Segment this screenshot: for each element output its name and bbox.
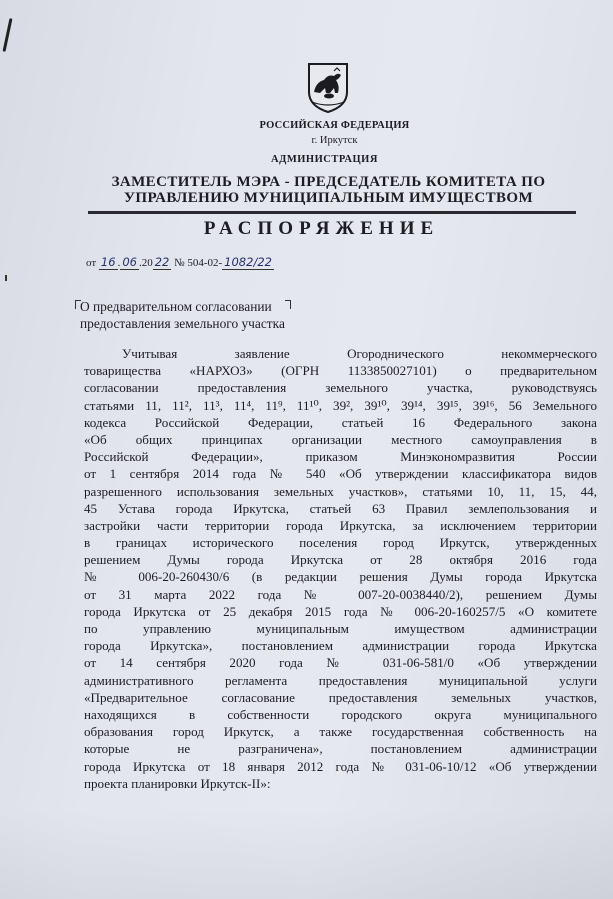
- body-line: от 1 сентября 2014 года № 540 «Об утверждении классификатора видов: [84, 466, 597, 482]
- document-subject: [80, 298, 285, 332]
- body-line: находящихся в собственности городского округа муниципального: [84, 706, 597, 722]
- body-line: которые не разграничена», постановлением администрации: [84, 741, 597, 757]
- body-line: от 31 марта 2022 года № 007-20-0038440/2), решением Думы: [84, 586, 597, 602]
- subject-bracket-left: [75, 300, 81, 309]
- number-label: № 504-02-: [174, 257, 223, 269]
- handwritten-year: 22: [154, 255, 170, 269]
- subject-line-2: предоставления земельного участка: [80, 316, 285, 331]
- handwritten-day: 16: [100, 255, 116, 269]
- body-line: разрешенного использования земельных участков», статьями 10, 11, 15, 44,: [84, 483, 597, 499]
- body-line: по управлению муниципальным имуществом администрации: [84, 621, 597, 636]
- body-line: в границах исторического поселения город Иркутск, утвержденных: [84, 535, 597, 551]
- body-line: 45 Устава города Иркутска, статьей 63 Правил землепользования и: [84, 500, 597, 516]
- header-country: РОССИЙСКАЯ ФЕДЕРАЦИЯ: [259, 120, 410, 131]
- body-line: статьями 11, 11², 11³, 11⁴, 11⁹, 11¹⁰, 39², 39¹⁰, 39¹⁴, 39¹⁵, 39¹⁶, 56 Земельного: [84, 397, 597, 413]
- header-divider: [88, 211, 576, 214]
- pen-mark: [2, 18, 12, 52]
- body-line: решением Думы города Иркутска от 28 октября 2016 года: [84, 552, 597, 568]
- year-prefix: 20: [141, 257, 153, 269]
- body-line: Российской Федерации», приказом Минэкономразвития России: [84, 449, 597, 465]
- margin-mark: [5, 275, 7, 281]
- header-department-line2: УПРАВЛЕНИЮ МУНИЦИПАЛЬНЫМ ИМУЩЕСТВОМ: [123, 190, 534, 206]
- body-line: кодекса Российской Федерации, статьей 16 Федерального закона: [84, 414, 597, 430]
- body-line: города Иркутска от 18 января 2012 года № 031-06-10/12 «Об утверждении: [84, 758, 597, 774]
- body-line: административного регламента предоставления муниципальной услуги: [84, 672, 597, 688]
- document-reference: от 16 . 06 .20 22 № 504-02- 1082/22: [86, 255, 272, 269]
- body-line: образования город Иркутск, а также государственная собственность на: [84, 724, 597, 740]
- body-line: «Об общих принципах организации местного самоуправления в: [84, 431, 597, 447]
- ref-prefix: от: [86, 257, 97, 269]
- body-line: проекта планировки Иркутск-II»:: [84, 775, 271, 791]
- document-title: РАСПОРЯЖЕНИЕ: [203, 218, 440, 239]
- document-body: [84, 345, 597, 792]
- body-line: № 006-20-260430/6 (в редакции решения Думы города Иркутска: [84, 569, 597, 585]
- body-line: города Иркутска от 25 декабря 2015 года № 006-20-160257/5 «О комитете: [84, 603, 597, 619]
- irkutsk-coat-of-arms-icon: [306, 62, 350, 114]
- subject-line-1: О предварительном согласовании: [80, 299, 272, 314]
- body-line: «Предварительное согласование предоставления земельных участков,: [84, 689, 597, 705]
- subject-bracket-right: [285, 300, 291, 309]
- header-administration: АДМИНИСТРАЦИЯ: [271, 154, 378, 165]
- page-shadow: [0, 809, 613, 899]
- body-line: Учитывая заявление Огороднического некоммерческого: [122, 346, 597, 361]
- body-line: согласовании предоставления земельного участка, руководствуясь: [84, 380, 597, 396]
- body-line: застройки части территории города Иркутска, за исключением территории: [84, 517, 597, 533]
- handwritten-month: 06: [122, 255, 137, 269]
- body-line: товарищества «НАРХОЗ» (ОГРН 1133850027101) о предварительном: [84, 363, 597, 379]
- body-line: города Иркутска», постановлением администрации города Иркутска: [84, 638, 597, 654]
- header-city: г. Иркутск: [311, 135, 358, 146]
- header-department-line1: ЗАМЕСТИТЕЛЬ МЭРА - ПРЕДСЕДАТЕЛЬ КОМИТЕТА ПО: [111, 174, 546, 190]
- body-line: от 14 сентября 2020 года № 031-06-581/0 «Об утверждении: [84, 655, 597, 671]
- handwritten-number: 1082/22: [224, 255, 272, 269]
